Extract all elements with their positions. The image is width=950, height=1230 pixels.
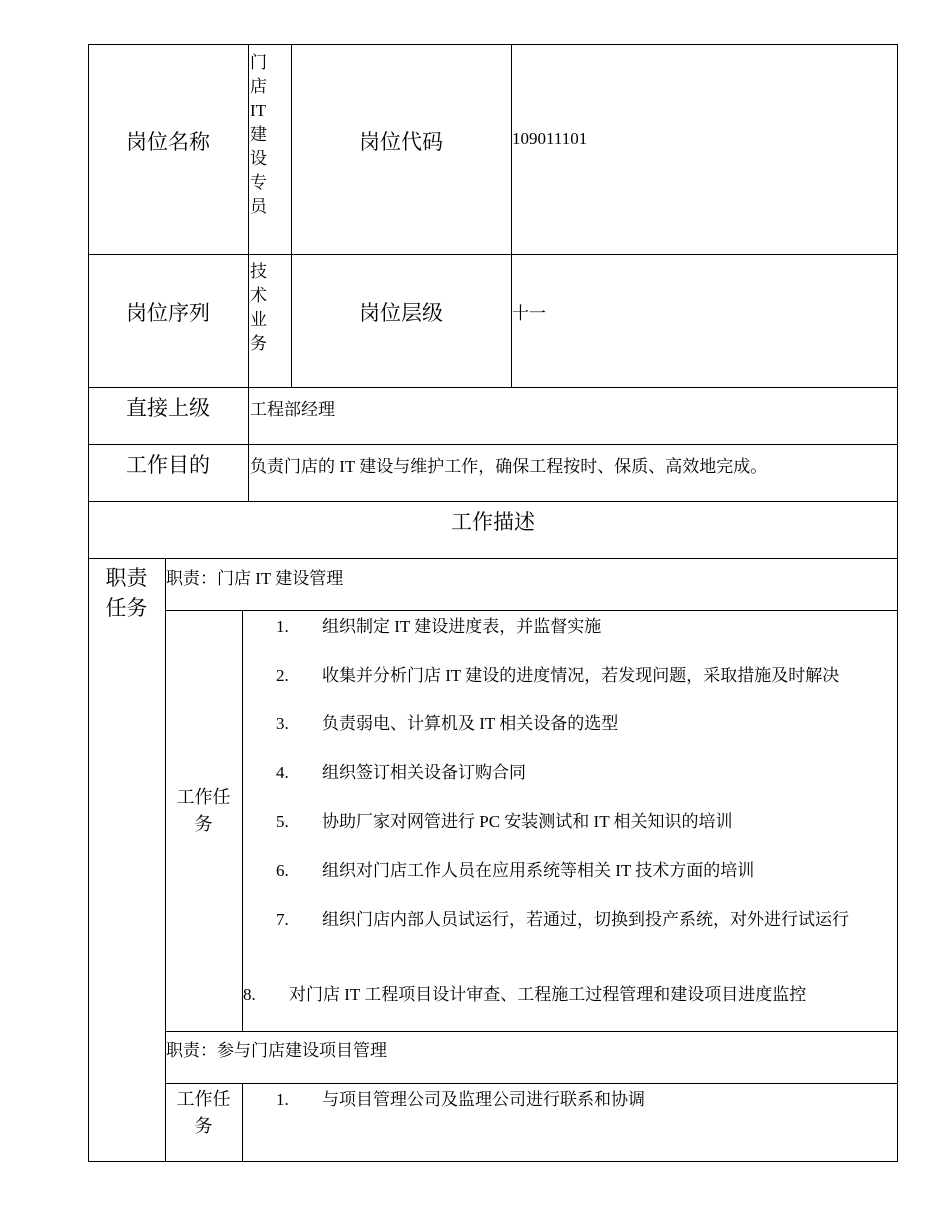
position-series-value <box>250 260 272 356</box>
duty-heading: 职责：门店 IT 建设管理 <box>166 569 344 588</box>
purpose-label: 工作目的 <box>126 453 210 477</box>
task-text: 组织门店内部人员试运行，若通过，切换到投产系统，对外进行试运行 <box>322 910 849 929</box>
task-text: 负责弱电、计算机及 IT 相关设备的选型 <box>322 714 619 733</box>
position-name-value <box>250 51 272 219</box>
row-divider <box>165 610 898 611</box>
work-tasks-label <box>165 784 242 838</box>
char: 门 <box>250 53 267 72</box>
col-divider <box>291 44 292 387</box>
position-name-label: 岗位名称 <box>126 130 210 154</box>
char: 务 <box>250 334 267 353</box>
char: 设 <box>250 149 267 168</box>
char: 员 <box>250 197 267 216</box>
task-number: 7. <box>276 910 289 929</box>
col-divider <box>511 44 512 387</box>
char: IT <box>250 101 267 120</box>
task-number: 5. <box>276 812 289 831</box>
char: 专 <box>250 173 267 192</box>
task-number: 8. <box>243 985 256 1004</box>
char: 建 <box>250 125 267 144</box>
row-divider <box>165 1031 898 1032</box>
col-divider <box>242 1083 243 1162</box>
superior-value: 工程部经理 <box>250 400 335 419</box>
col-divider <box>165 558 166 1162</box>
row-divider <box>88 501 898 502</box>
task-item <box>276 1088 888 1112</box>
description-title: 工作描述 <box>451 510 535 534</box>
task-text: 对门店 IT 工程项目设计审查、工程施工过程管理和建设项目进度监控 <box>289 985 807 1004</box>
task-item <box>243 983 893 1007</box>
task-text: 组织对门店工作人员在应用系统等相关 IT 技术方面的培训 <box>322 861 755 880</box>
task-item <box>276 615 888 639</box>
row-divider <box>165 1083 898 1084</box>
position-level-label: 岗位层级 <box>359 301 443 325</box>
work-tasks-label-line: 务 <box>194 814 213 834</box>
char: 技 <box>250 262 267 281</box>
task-item <box>276 908 888 932</box>
task-text: 组织制定 IT 建设进度表，并监督实施 <box>322 617 602 636</box>
work-tasks-label-line: 工作任 <box>176 1089 231 1109</box>
position-level-value: 十一 <box>512 304 546 323</box>
duty-heading: 职责：参与门店建设项目管理 <box>166 1041 387 1060</box>
task-item <box>276 664 896 688</box>
col-divider <box>248 44 249 501</box>
work-tasks-label <box>165 1086 242 1140</box>
task-item <box>276 810 888 834</box>
row-divider <box>88 254 898 255</box>
duty-label-line: 任务 <box>105 596 148 620</box>
row-divider <box>88 558 898 559</box>
task-text: 与项目管理公司及监理公司进行联系和协调 <box>322 1090 645 1109</box>
duty-label-line: 职责 <box>105 566 148 590</box>
position-code-value: 109011101 <box>512 129 588 148</box>
char: 店 <box>250 77 267 96</box>
char: 业 <box>250 310 267 329</box>
task-number: 6. <box>276 861 289 880</box>
task-text: 收集并分析门店 IT 建设的进度情况，若发现问题，采取措施及时解决 <box>322 666 840 685</box>
row-divider <box>88 444 898 445</box>
task-item <box>276 712 888 736</box>
char: 术 <box>250 286 267 305</box>
task-number: 4. <box>276 763 289 782</box>
row-divider <box>88 387 898 388</box>
position-series-label: 岗位序列 <box>126 301 210 325</box>
task-number: 3. <box>276 714 289 733</box>
task-number: 1. <box>276 617 289 636</box>
task-number: 1. <box>276 1090 289 1109</box>
duty-task-label <box>88 563 165 623</box>
col-divider <box>242 610 243 1031</box>
task-number: 2. <box>276 666 289 685</box>
work-tasks-label-line: 工作任 <box>176 787 231 807</box>
task-text: 协助厂家对网管进行 PC 安装测试和 IT 相关知识的培训 <box>322 812 733 831</box>
task-item <box>276 859 888 883</box>
work-tasks-label-line: 务 <box>194 1116 213 1136</box>
purpose-value: 负责门店的 IT 建设与维护工作，确保工程按时、保质、高效地完成。 <box>250 457 768 476</box>
superior-label: 直接上级 <box>126 396 210 420</box>
task-item <box>276 761 888 785</box>
position-code-label: 岗位代码 <box>359 130 443 154</box>
task-text: 组织签订相关设备订购合同 <box>322 763 526 782</box>
